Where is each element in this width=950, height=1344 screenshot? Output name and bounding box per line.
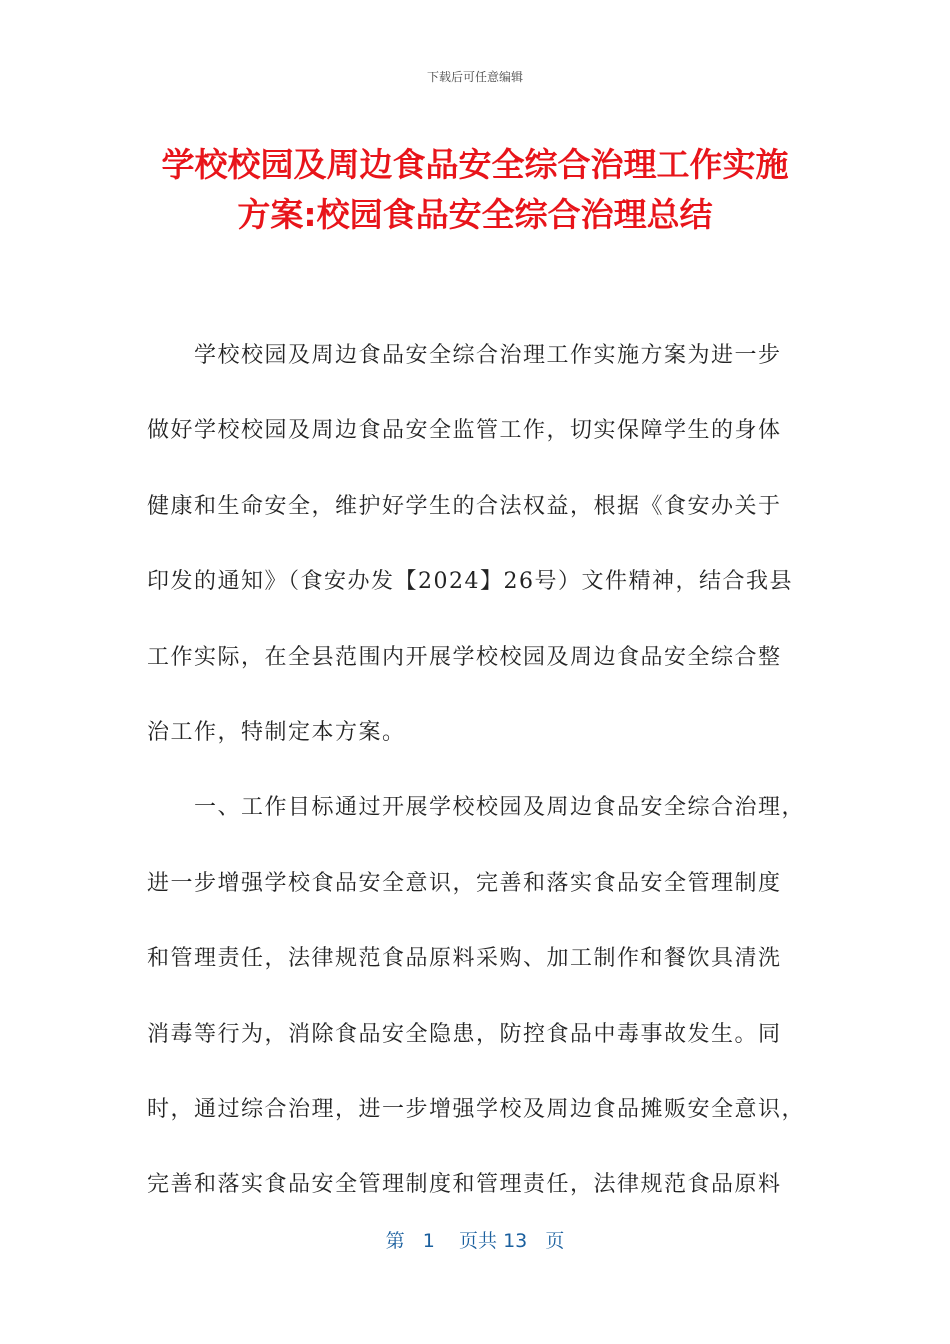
paragraph-intro <box>147 318 807 770</box>
text-line: 健康和生命安全，维护好学生的合法权益，根据《食安办关于 <box>147 493 782 519</box>
text-line: 学校校园及周边食品安全综合治理工作实施方案为进一步 <box>147 343 782 368</box>
footer-current-page: 1 <box>422 1230 435 1252</box>
text-line: 和管理责任，法律规范食品原料采购、加工制作和餐饮具清洗 <box>147 946 782 972</box>
text-line: 工作实际，在全县范围内开展学校校园及周边食品安全综合整 <box>147 644 782 670</box>
footer-label-of: 页共 <box>459 1230 498 1252</box>
footer-label-end: 页 <box>545 1230 565 1252</box>
title-line-2: 方案:校园食品安全综合治理总结 <box>237 195 713 234</box>
text-line: 一、工作目标通过开展学校校园及周边食品安全综合治理， <box>147 795 806 821</box>
header-note: 下载后可任意编辑 <box>426 70 523 84</box>
text-line: 印发的通知》（食安办发【2024】26号）文件精神，结合我县 <box>147 569 793 595</box>
title-line-1: 学校校园及周边食品安全综合治理工作实施 <box>161 145 789 184</box>
footer-total-pages: 13 <box>503 1230 528 1252</box>
text-line: 做好学校校园及周边食品安全监管工作，切实保障学生的身体 <box>147 418 782 444</box>
text-line: 进一步增强学校食品安全意识，完善和落实食品安全管理制度 <box>147 870 782 896</box>
document-title <box>100 140 850 240</box>
text-line: 时，通过综合治理，进一步增强学校及周边食品摊贩安全意识， <box>147 1097 806 1123</box>
text-line: 治工作，特制定本方案。 <box>147 720 406 746</box>
text-line: 消毒等行为，消除食品安全隐患，防控食品中毒事故发生。同 <box>147 1021 782 1047</box>
text-line: 完善和落实食品安全管理制度和管理责任，法律规范食品原料 <box>147 1172 782 1198</box>
paragraph-work-goals <box>147 770 807 1222</box>
document-body <box>147 318 807 1223</box>
page-footer <box>0 1226 950 1253</box>
footer-label-page: 第 <box>385 1230 405 1252</box>
